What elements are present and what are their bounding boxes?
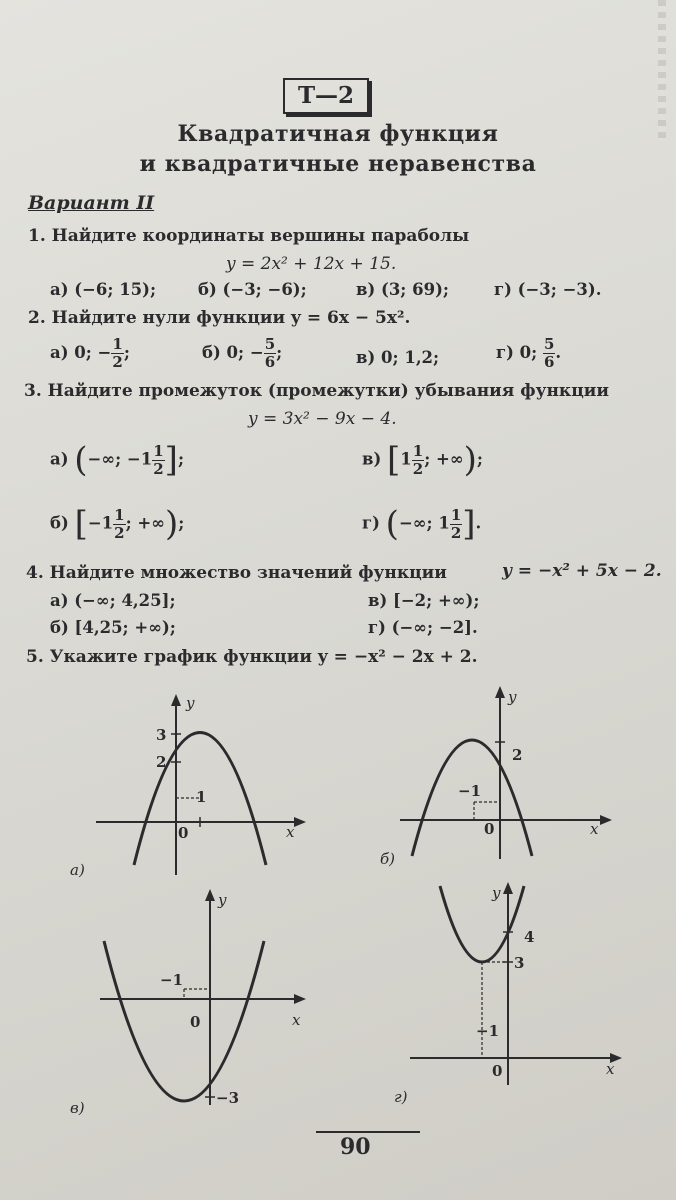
- graph-d-origin: 0: [492, 1062, 503, 1080]
- q3-d-end: .: [475, 513, 482, 533]
- q2-option-b: [202, 336, 282, 371]
- bracket-open: (: [74, 440, 88, 480]
- q3-d-label: г): [362, 513, 380, 533]
- graph-a-tick-2: 2: [156, 753, 167, 771]
- fraction-denominator: 2: [412, 459, 424, 478]
- graph-d-tick-3: 3: [514, 954, 525, 972]
- q1-formula: y = 2x² + 12x + 15.: [226, 254, 397, 274]
- q2-a-fraction: [111, 336, 123, 371]
- fraction-denominator: 6: [264, 353, 276, 371]
- graph-a-tick-3: 3: [156, 726, 167, 744]
- q3-b-label: б): [50, 513, 69, 533]
- fraction-denominator: 2: [153, 459, 164, 478]
- graph-a-x-label: x: [286, 823, 295, 841]
- q3-c-label: в): [362, 449, 382, 469]
- graph-a-label: а): [70, 861, 85, 879]
- q3-formula: y = 3x² − 9x − 4.: [248, 409, 397, 429]
- graph-a: [60, 690, 310, 885]
- fraction-denominator: 2: [112, 353, 123, 371]
- graph-d-tick-4: 4: [524, 928, 535, 946]
- q2-b-fraction: [264, 336, 276, 371]
- graph-c-origin: 0: [190, 1013, 201, 1031]
- q5-prompt: 5. Укажите график функции y = −x² − 2x + 2.: [26, 647, 478, 667]
- page-number: 90: [340, 1134, 371, 1160]
- q2-d-fraction: [543, 336, 555, 371]
- q1-option-c: в) (3; 69);: [356, 280, 449, 299]
- q2-a-end: ;: [123, 343, 130, 362]
- graph-c-label: в): [70, 1099, 85, 1115]
- bracket-close: ]: [164, 440, 178, 480]
- q3-option-c: [362, 440, 483, 480]
- q4-option-d: г) (−∞; −2].: [368, 618, 478, 637]
- q1-option-d: г) (−3; −3).: [494, 280, 602, 299]
- q2-d-text: г) 0;: [496, 343, 538, 362]
- q3-option-b: [50, 504, 184, 544]
- q2-option-d: [496, 336, 561, 371]
- graph-c: [60, 885, 320, 1115]
- q1-option-b: б) (−3; −6);: [198, 280, 307, 299]
- graph-d-tick-neg1: −1: [476, 1022, 500, 1040]
- graph-c-tick-neg3: −3: [216, 1089, 240, 1107]
- q3-b-interval-end: ; +∞: [125, 513, 165, 533]
- q3-d-fraction: [450, 507, 462, 542]
- graph-b-origin: 0: [484, 820, 495, 838]
- q3-a-end: ;: [177, 449, 185, 469]
- graph-a-y-label: y: [186, 694, 195, 712]
- q3-a-text: −∞; −1: [87, 449, 153, 469]
- q4-option-a: а) (−∞; 4,25];: [50, 591, 176, 610]
- fraction-denominator: 2: [114, 523, 125, 542]
- graph-b-tick-2: 2: [512, 746, 523, 764]
- bracket-open: (: [385, 504, 399, 544]
- q3-prompt: 3. Найдите промежуток (промежутки) убывания функции: [24, 381, 609, 401]
- q2-a-text: а) 0; −: [50, 343, 112, 362]
- bracket-open: [: [74, 504, 88, 544]
- bracket-close: ): [463, 440, 477, 480]
- fraction-numerator: 1: [153, 441, 164, 460]
- q3-option-d: [362, 504, 481, 544]
- bracket-close: ): [164, 504, 179, 544]
- q2-d-end: .: [555, 343, 562, 362]
- q4-prompt: 4. Найдите множество значений функции: [26, 563, 447, 583]
- bracket-open: [: [387, 440, 401, 480]
- graph-d-label: г): [394, 1088, 408, 1106]
- graph-a-tick-1: 1: [196, 788, 207, 806]
- graph-b-label: б): [380, 850, 396, 868]
- variant-heading: Вариант II: [28, 192, 155, 214]
- q3-c-end: ;: [476, 449, 483, 469]
- q1-prompt: 1. Найдите координаты вершины параболы: [28, 226, 470, 246]
- fraction-numerator: 1: [114, 505, 125, 524]
- graph-d-x-label: x: [606, 1060, 615, 1078]
- q3-c-interval-end: ; +∞: [424, 449, 464, 469]
- title-line-1: Квадратичная функция: [177, 121, 499, 147]
- q3-option-a: [50, 440, 184, 480]
- bracket-close: ]: [462, 504, 476, 544]
- graph-a-origin: 0: [178, 824, 189, 842]
- q3-c-fraction: [412, 443, 424, 478]
- graph-b-y-label: y: [508, 688, 517, 706]
- footer-rule: [316, 1131, 420, 1133]
- q2-option-a: [50, 336, 130, 371]
- fraction-denominator: 6: [543, 353, 555, 371]
- graph-c-tick-neg1: −1: [160, 971, 184, 989]
- q4-option-c: в) [−2; +∞);: [368, 591, 480, 610]
- q3-a-label: а): [50, 449, 69, 469]
- graph-d: [380, 880, 640, 1110]
- fraction-numerator: 5: [543, 335, 555, 353]
- fraction-numerator: 1: [412, 441, 424, 460]
- graph-d-y-label: y: [492, 884, 501, 902]
- graph-c-y-label: y: [218, 891, 227, 909]
- q3-c-text: 1: [400, 449, 412, 469]
- q3-d-text: −∞; 1: [398, 513, 450, 533]
- q2-b-end: ;: [276, 343, 283, 362]
- q2-option-c: в) 0; 1,2;: [356, 348, 440, 367]
- graph-b: [370, 684, 620, 869]
- test-code: Т—2: [283, 78, 369, 114]
- title-line-2: и квадратичные неравенства: [139, 151, 537, 177]
- graph-b-x-label: x: [590, 820, 599, 838]
- q2-prompt: 2. Найдите нули функции y = 6x − 5x².: [28, 308, 411, 328]
- page-edge: [658, 0, 666, 140]
- fraction-denominator: 2: [450, 523, 462, 542]
- graph-c-x-label: x: [292, 1011, 301, 1029]
- graph-b-tick-neg1: −1: [458, 782, 482, 800]
- fraction-numerator: 1: [450, 505, 462, 524]
- q3-a-fraction: [152, 443, 164, 478]
- q4-formula: y = −x² + 5x − 2.: [502, 561, 662, 581]
- fraction-numerator: 1: [112, 335, 123, 353]
- q3-b-text: −1: [87, 513, 114, 533]
- q1-option-a: а) (−6; 15);: [50, 280, 157, 299]
- fraction-numerator: 5: [264, 335, 276, 353]
- q3-b-fraction: [113, 507, 125, 542]
- q2-b-text: б) 0; −: [202, 343, 264, 362]
- q3-b-end: ;: [178, 513, 185, 533]
- q4-option-b: б) [4,25; +∞);: [50, 618, 176, 637]
